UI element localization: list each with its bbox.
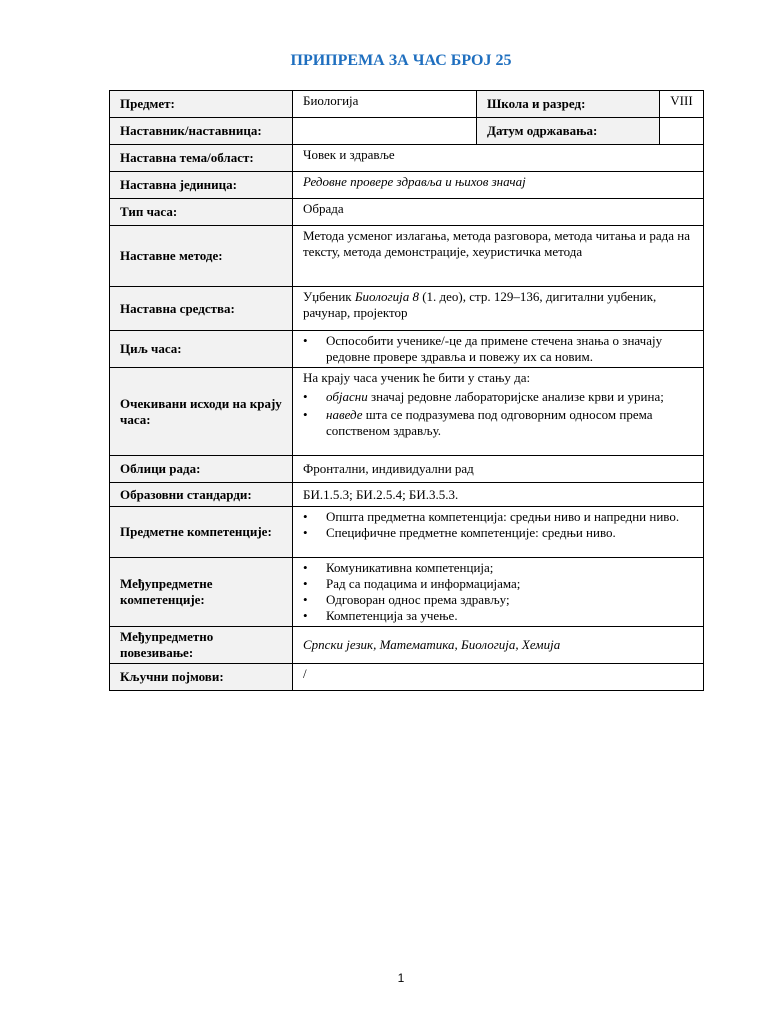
outcome-text: значај редовне лабораторијске анализе крви и урина; — [367, 389, 664, 404]
work-forms-value: Фронтални, индивидуални рад — [293, 456, 704, 483]
lesson-plan-table — [109, 90, 704, 691]
row-unit — [110, 172, 704, 199]
goal-label: Циљ часа: — [110, 331, 293, 368]
school-grade-label: Школа и разред: — [477, 91, 660, 118]
subject-competences-label: Предметне компетенције: — [110, 507, 293, 558]
bullet-icon: • — [303, 389, 308, 404]
list-item — [303, 608, 693, 624]
bullet-icon: • — [303, 407, 308, 422]
outcomes-value — [293, 368, 704, 456]
list-item — [303, 389, 693, 405]
row-lesson-type — [110, 199, 704, 226]
work-forms-label: Облици рада: — [110, 456, 293, 483]
page-title: ПРИПРЕМА ЗА ЧАС БРОЈ 25 — [290, 52, 512, 69]
row-goal — [110, 331, 704, 368]
outcomes-list — [303, 389, 693, 439]
goal-text: Оспособити ученике/-це да примене стечена знања о значају редовне провере здравља и повежу их са новим. — [326, 333, 663, 364]
cross-competences-label: Међупредметне компетенције: — [110, 558, 293, 627]
lesson-type-value: Обрада — [293, 199, 704, 226]
list-item — [303, 560, 693, 576]
resources-value — [293, 287, 704, 331]
key-terms-label: Кључни појмови: — [110, 664, 293, 691]
list-item — [303, 576, 693, 592]
row-cross-linking — [110, 627, 704, 664]
page-number: 1 — [397, 971, 405, 985]
cross-competences-value — [293, 558, 704, 627]
row-subject — [110, 91, 704, 118]
standards-value: БИ.1.5.3; БИ.2.5.4; БИ.3.5.3. — [293, 483, 704, 507]
topic-label: Наставна тема/област: — [110, 145, 293, 172]
list-item — [303, 592, 693, 608]
bullet-icon: • — [303, 576, 308, 591]
methods-label: Наставне методе: — [110, 226, 293, 287]
row-outcomes — [110, 368, 704, 456]
lesson-type-label: Тип часа: — [110, 199, 293, 226]
resources-text-post: (1. део), стр. 129–136, дигитални уџбеник, рачунар, пројектор — [303, 289, 657, 320]
row-subject-competences — [110, 507, 704, 558]
list-item — [303, 333, 693, 365]
competence-text: Специфичне предметне компетенције: средњи ниво. — [326, 525, 616, 540]
row-standards — [110, 483, 704, 507]
row-topic — [110, 145, 704, 172]
outcomes-intro: На крају часа ученик ће бити у стању да: — [303, 370, 531, 385]
bullet-icon: • — [303, 560, 308, 575]
goal-list — [303, 333, 693, 365]
outcome-text: шта се подразумева под одговорним односом према сопственом здрављу. — [326, 407, 653, 438]
subject-competences-list — [303, 509, 693, 541]
list-item — [303, 525, 693, 541]
resources-text-pre: Уџбеник — [303, 289, 355, 304]
list-item — [303, 509, 693, 525]
topic-value: Човек и здравље — [293, 145, 704, 172]
subject-competences-value — [293, 507, 704, 558]
unit-value: Редовне провере здравља и њихов значај — [293, 172, 704, 199]
teacher-value — [293, 118, 477, 145]
school-grade-value: VIII — [660, 91, 704, 118]
date-value — [660, 118, 704, 145]
teacher-label: Наставник/наставница: — [110, 118, 293, 145]
outcome-verb: објасни — [326, 389, 368, 404]
row-methods — [110, 226, 704, 287]
subject-label: Предмет: — [110, 91, 293, 118]
bullet-icon: • — [303, 592, 308, 607]
row-cross-competences — [110, 558, 704, 627]
outcomes-label: Очекивани исходи на крају часа: — [110, 368, 293, 456]
cross-competences-list — [303, 560, 693, 624]
competence-text: Рад са подацима и информацијама; — [326, 576, 521, 591]
unit-label: Наставна јединица: — [110, 172, 293, 199]
outcome-verb: наведе — [326, 407, 363, 422]
row-work-forms — [110, 456, 704, 483]
bullet-icon: • — [303, 525, 308, 540]
goal-value — [293, 331, 704, 368]
subject-value: Биологија — [293, 91, 477, 118]
resources-label: Наставна средства: — [110, 287, 293, 331]
competence-text: Комуникативна компетенција; — [326, 560, 494, 575]
competence-text: Одговоран однос према здрављу; — [326, 592, 510, 607]
standards-label: Образовни стандарди: — [110, 483, 293, 507]
bullet-icon: • — [303, 608, 308, 623]
cross-linking-label: Међупредметно повезивање: — [110, 627, 293, 664]
key-terms-value: / — [293, 664, 704, 691]
bullet-icon: • — [303, 509, 308, 524]
row-key-terms — [110, 664, 704, 691]
date-label: Датум одржавања: — [477, 118, 660, 145]
textbook-title: Биологија 8 — [354, 289, 419, 304]
list-item — [303, 407, 693, 439]
competence-text: Општа предметна компетенција: средњи ниво и напредни ниво. — [326, 509, 680, 524]
competence-text: Компетенција за учење. — [326, 608, 458, 623]
bullet-icon: • — [303, 333, 308, 348]
cross-linking-value: Српски језик, Математика, Биологија, Хемија — [293, 627, 704, 664]
row-teacher — [110, 118, 704, 145]
row-resources — [110, 287, 704, 331]
methods-value: Метода усменог излагања, метода разговора, метода читања и рада на тексту, метода демонстрације, хеуристичка метода — [293, 226, 704, 287]
